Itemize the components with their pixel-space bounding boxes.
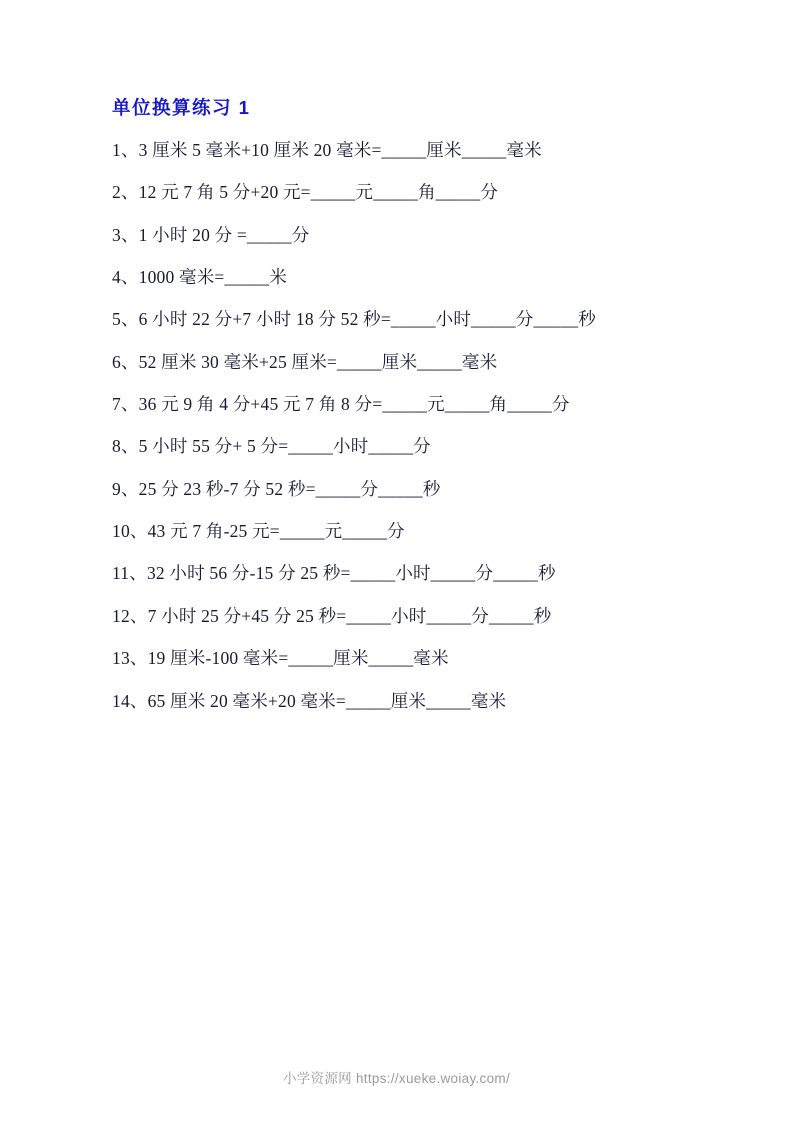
question-item: 6、52 厘米 30 毫米+25 厘米=_____厘米_____毫米 [112, 351, 498, 372]
question-item: 5、6 小时 22 分+7 小时 18 分 52 秒=_____小时_____分_____秒 [112, 309, 596, 330]
question-item: 14、65 厘米 20 毫米+20 毫米=_____厘米_____毫米 [112, 690, 507, 711]
question-item: 8、5 小时 55 分+ 5 分=_____小时_____分 [112, 436, 431, 457]
question-item: 13、19 厘米-100 毫米=_____厘米_____毫米 [112, 648, 449, 669]
question-item: 3、1 小时 20 分 =_____分 [112, 224, 310, 245]
page-title: 单位换算练习 1 [112, 97, 251, 118]
worksheet-content [112, 96, 682, 729]
question-item: 9、25 分 23 秒-7 分 52 秒=_____分_____秒 [112, 478, 441, 499]
site-watermark: 小学资源网 https://xueke.woiay.com/ [282, 1071, 511, 1086]
question-item: 10、43 元 7 角-25 元=_____元_____分 [112, 521, 405, 542]
question-item: 7、36 元 9 角 4 分+45 元 7 角 8 分=_____元_____角_____分 [112, 394, 570, 415]
question-item: 11、32 小时 56 分-15 分 25 秒=_____小时_____分_____秒 [112, 563, 556, 584]
question-list [112, 136, 682, 715]
question-item: 1、3 厘米 5 毫米+10 厘米 20 毫米=_____厘米_____毫米 [112, 140, 542, 161]
question-item: 2、12 元 7 角 5 分+20 元=_____元_____角_____分 [112, 182, 499, 203]
question-item: 4、1000 毫米=_____米 [112, 267, 287, 288]
question-item: 12、7 小时 25 分+45 分 25 秒=_____小时_____分_____秒 [112, 605, 552, 626]
